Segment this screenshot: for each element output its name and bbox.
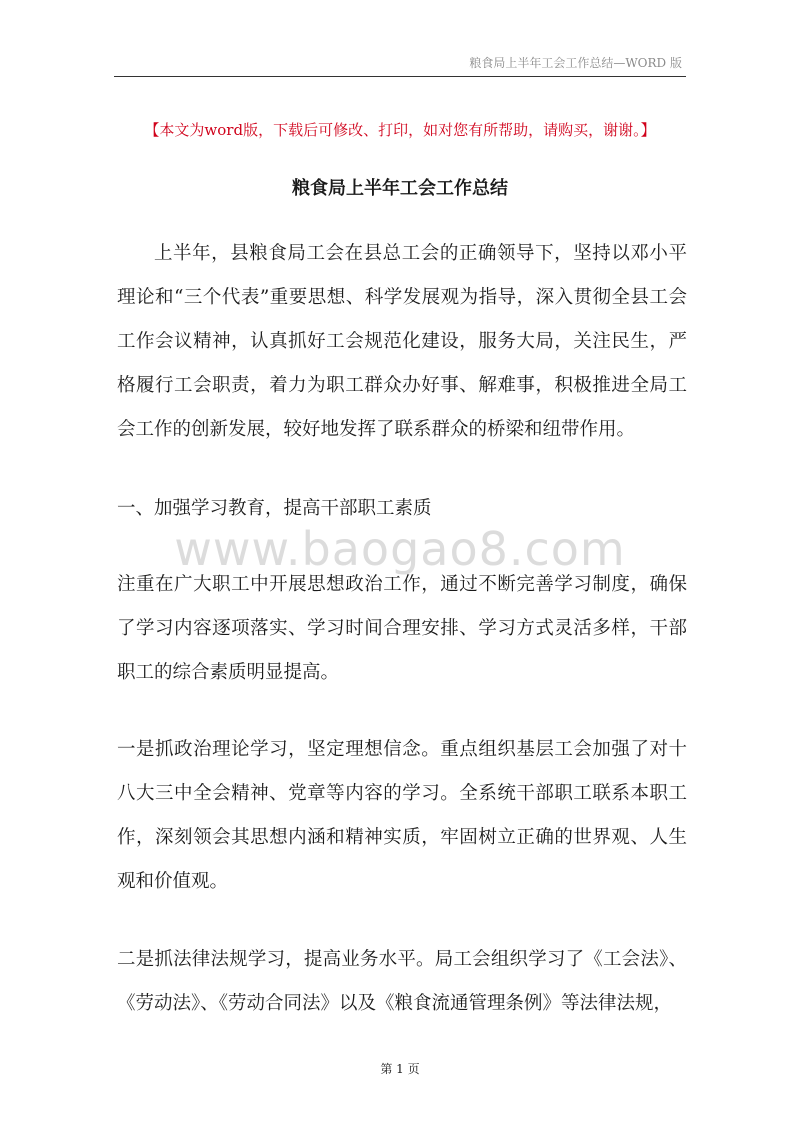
point-one-paragraph: 一是抓政治理论学习，坚定理想信念。重点组织基层工会加强了对十八大三中全会精神、党章等内容的学习。全系统干部职工联系本职工作，深刻领会其思想内涵和精神实质，牢固树立正确的世界观、人生观和价值观。: [117, 739, 687, 892]
download-notice: 【本文为word版，下载后可修改、打印，如对您有所帮助，请购买，谢谢。】: [144, 121, 656, 139]
point-two-paragraph: 二是抓法律法规学习，提高业务水平。局工会组织学习了《工会法》、《劳动法》、《劳动合同法》以及《粮食流通管理条例》等法律法规，: [117, 949, 687, 1014]
section-body-paragraph: 注重在广大职工中开展思想政治工作，通过不断完善学习制度，确保了学习内容逐项落实、学习时间合理安排、学习方式灵活多样，干部职工的综合素质明显提高。: [117, 574, 687, 683]
section-heading: 一、加强学习教育，提高干部职工素质: [117, 498, 432, 519]
intro-paragraph: 上半年，县粮食局工会在县总工会的正确领导下，坚持以邓小平理论和“三个代表”重要思想、科学发展观为指导，深入贯彻全县工会工作会议精神，认真抓好工会规范化建设，服务大局，关注民生，严格履行工会职责，着力为职工群众办好事、解难事，积极推进全局工会工作的创新发展，较好地发挥了联系群众的桥梁和纽带作用。: [117, 243, 687, 440]
page-number: 第 1 页: [380, 1062, 420, 1076]
header-divider: [114, 76, 686, 77]
document-title: 粮食局上半年工会工作总结: [292, 178, 508, 199]
running-header: 粮食局上半年工会工作总结—WORD 版: [469, 56, 682, 70]
watermark: www.baogao8.com: [174, 522, 626, 576]
